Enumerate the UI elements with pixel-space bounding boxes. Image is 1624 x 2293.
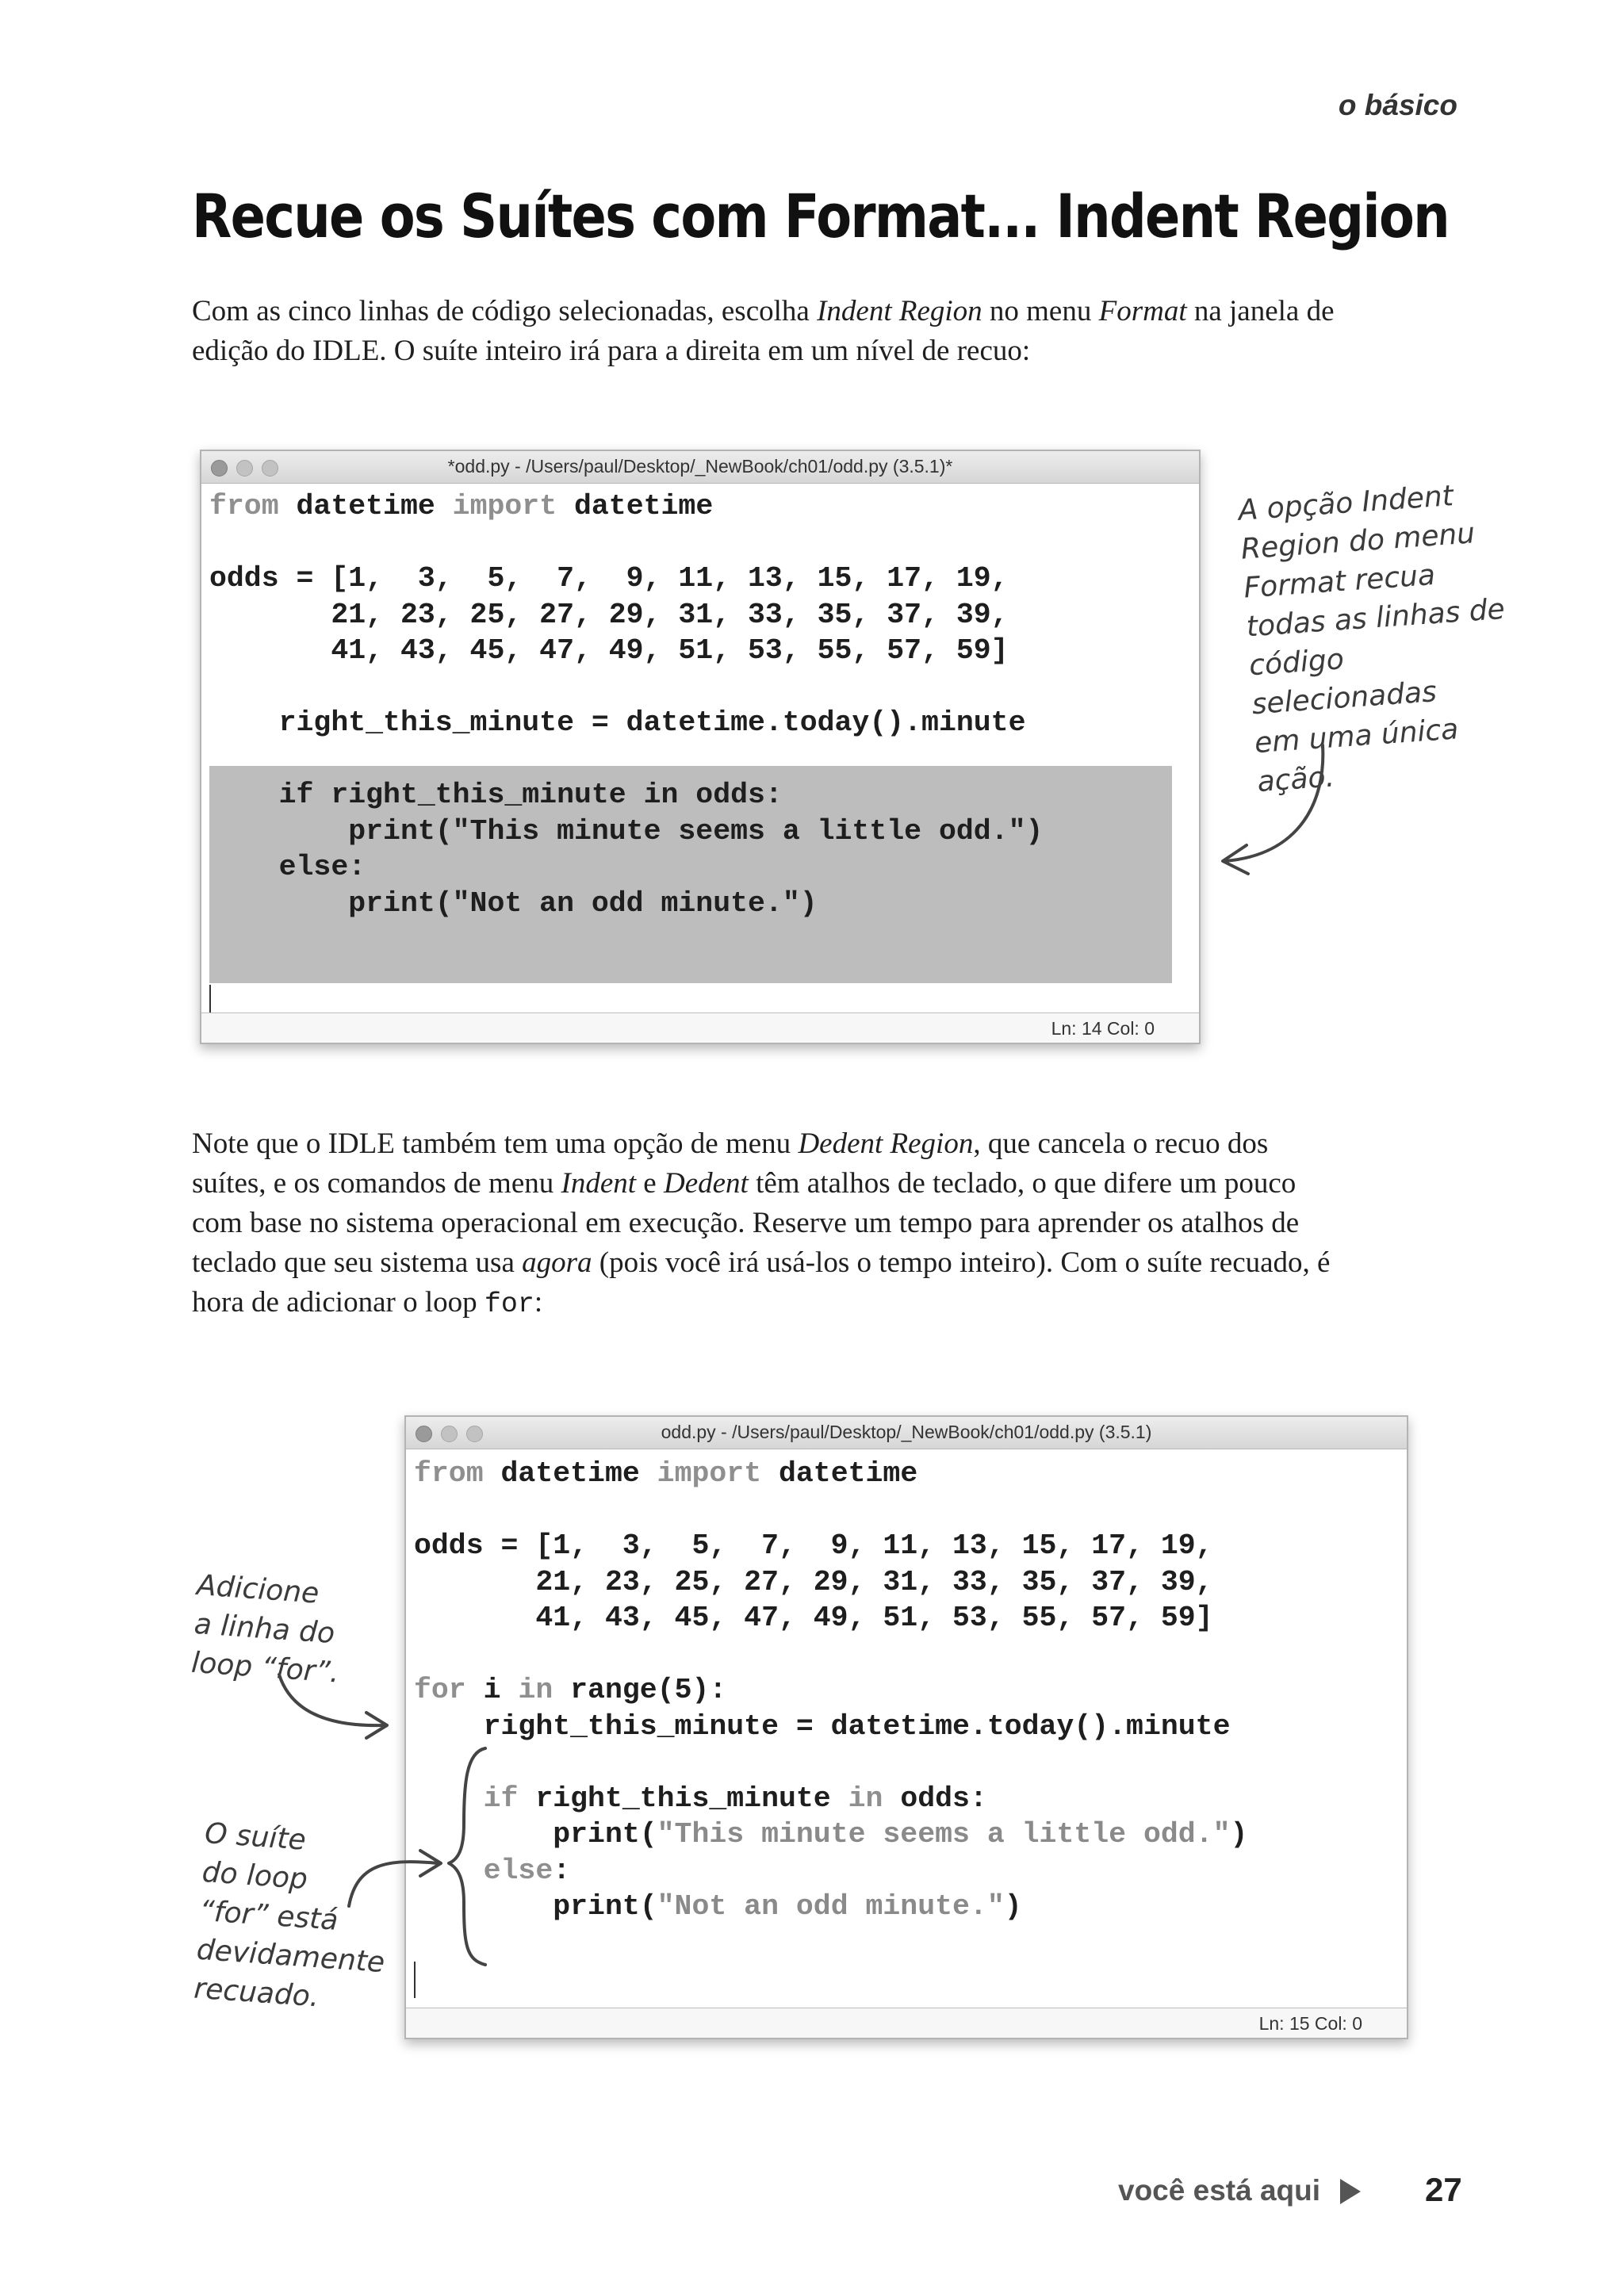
annotation-indent-region <box>1237 472 1543 802</box>
annotation-line: “for” está <box>198 1894 339 1937</box>
code-token: datetime <box>557 490 714 523</box>
text-run: , que cancela o recuo dos suítes, e os comandos de menu <box>192 1127 1269 1200</box>
code-token: odds: <box>883 1782 987 1815</box>
idle-editor-window-1[interactable] <box>200 450 1201 1044</box>
code-line <box>209 813 1043 850</box>
running-head: o básico <box>1338 89 1457 121</box>
code-line <box>414 1816 1247 1853</box>
code-token: 41, 43, 45, 47, 49, 51, 53, 55, 57, 59] <box>414 1602 1213 1634</box>
code-keyword: in <box>518 1674 553 1706</box>
code-token: datetime <box>483 1457 657 1490</box>
status-bar <box>406 2008 1407 2038</box>
text-caret <box>414 1962 416 1998</box>
code-token: range(5): <box>553 1674 727 1706</box>
body-paragraph <box>192 1124 1334 1324</box>
code-line <box>209 849 366 886</box>
annotation-line: do loop <box>201 1855 309 1897</box>
cursor-position: Ln: 15 Col: 0 <box>1258 2013 1362 2034</box>
code-line <box>414 1709 1230 1745</box>
code-line <box>414 1853 570 1889</box>
code-token <box>414 1855 484 1887</box>
code-line <box>414 1528 1213 1564</box>
code-editor[interactable] <box>406 1449 1407 2008</box>
code-keyword: from <box>209 490 279 523</box>
code-line <box>209 705 1025 741</box>
code-string: "Not an odd minute." <box>657 1890 1005 1923</box>
annotation-line: a linha do <box>193 1607 336 1651</box>
footer-label: você está aqui <box>1118 2174 1321 2207</box>
text-run: : <box>534 1286 543 1319</box>
code-token: 21, 23, 25, 27, 29, 31, 33, 35, 37, 39, <box>209 598 1009 631</box>
code-token: right_this_minute = datetime.today().minute <box>414 1709 1231 1743</box>
text-run: no menu <box>982 295 1099 327</box>
intro-paragraph <box>192 292 1397 371</box>
code-line <box>414 1564 1213 1601</box>
code-string: "This minute seems a little odd." <box>657 1818 1231 1851</box>
window-titlebar[interactable] <box>201 451 1199 484</box>
code-keyword: else <box>483 1854 553 1887</box>
code-keyword: for <box>414 1674 466 1706</box>
annotation-line: Region do menu <box>1239 517 1477 566</box>
annotation-add-for-line <box>190 1566 373 1694</box>
code-token: odds = [1, 3, 5, 7, 9, 11, 13, 15, 17, 19, <box>209 562 1009 595</box>
italic-term: Dedent <box>663 1167 749 1200</box>
annotation-line: em uma única ação. <box>1253 713 1460 799</box>
arrow-to-for-line-head-icon <box>366 1713 387 1738</box>
window-title: odd.py - /Users/paul/Desktop/_NewBook/ch01/odd.py (3.5.1) <box>661 1422 1152 1442</box>
code-line <box>209 597 1009 634</box>
annotation-line: A opção Indent <box>1237 480 1455 527</box>
annotation-line: loop “for”. <box>190 1646 341 1690</box>
annotation-line: devidamente <box>195 1933 386 1980</box>
status-bar <box>201 1013 1199 1043</box>
italic-term: Indent <box>561 1167 637 1200</box>
footer-arrow-icon <box>1340 2179 1361 2204</box>
italic-term: Indent Region <box>817 295 982 327</box>
annotation-line: Format recua <box>1243 558 1437 605</box>
code-token: 21, 23, 25, 27, 29, 31, 33, 35, 37, 39, <box>414 1565 1213 1598</box>
page-title: Recue os Suítes com Format... Indent Region <box>192 181 1449 251</box>
code-token: print( <box>414 1818 657 1851</box>
annotation-line: recuado. <box>193 1972 320 2014</box>
cursor-position: Ln: 14 Col: 0 <box>1051 1018 1155 1039</box>
code-token: right_this_minute <box>518 1782 848 1815</box>
code-token: datetime <box>278 490 453 523</box>
text-run: Note que o IDLE também tem uma opção de menu <box>192 1127 799 1160</box>
code-line <box>209 777 783 813</box>
page-number: 27 <box>1425 2171 1462 2208</box>
inline-code: for <box>484 1288 534 1320</box>
code-keyword: if <box>483 1782 519 1815</box>
italic-term: Format <box>1098 295 1187 327</box>
code-line <box>209 633 1009 669</box>
code-line <box>209 561 1009 597</box>
code-line <box>414 1600 1213 1636</box>
arrow-to-selection-head-icon <box>1223 845 1248 874</box>
idle-editor-window-2[interactable] <box>404 1415 1408 2039</box>
text-run: e <box>636 1167 664 1200</box>
code-token: ) <box>1230 1818 1248 1851</box>
code-keyword: in <box>848 1782 883 1815</box>
code-keyword: import <box>452 490 557 523</box>
annotation-line: Adicione <box>195 1568 320 1610</box>
code-keyword: from <box>414 1457 484 1490</box>
text-run: (pois você irá usá-los o tempo inteiro). Com o suíte recuado, é hora de adicionar o loop <box>192 1246 1331 1319</box>
code-editor[interactable] <box>201 484 1199 1013</box>
code-token: : <box>553 1854 571 1887</box>
code-token: print("This minute seems a little odd.") <box>209 814 1044 848</box>
code-line <box>414 1672 726 1709</box>
code-token: 41, 43, 45, 47, 49, 51, 53, 55, 57, 59] <box>209 634 1009 667</box>
code-keyword: import <box>657 1457 762 1490</box>
code-token: datetime <box>761 1457 918 1490</box>
code-token: right_this_minute = datetime.today().minute <box>209 706 1026 739</box>
italic-term: agora <box>522 1246 592 1279</box>
window-title: *odd.py - /Users/paul/Desktop/_NewBook/ch01/odd.py (3.5.1)* <box>447 456 953 477</box>
code-token: else: <box>209 851 366 883</box>
code-token: ) <box>1004 1890 1022 1923</box>
code-token: odds = [1, 3, 5, 7, 9, 11, 13, 15, 17, 19, <box>414 1529 1213 1562</box>
text-run: têm atalhos de teclado, o que difere um pouco com base no sistema operacional em execução. Reserve um tempo para aprender os atalhos de teclado que seu sistema usa <box>192 1167 1300 1279</box>
text-run: na janela de edição do IDLE. O suíte inteiro irá para a direita em um nível de recuo: <box>192 295 1335 367</box>
annotation-line: todas as linhas de <box>1245 592 1507 644</box>
window-titlebar[interactable] <box>406 1417 1407 1449</box>
italic-term: Dedent Region <box>798 1127 974 1160</box>
code-line <box>414 1456 917 1492</box>
annotation-line: O suíte <box>203 1816 308 1857</box>
code-token: print("Not an odd minute.") <box>209 886 818 920</box>
annotation-line: código selecionadas <box>1247 643 1438 722</box>
text-run: Com as cinco linhas de código selecionadas, escolha <box>192 295 818 327</box>
code-token <box>414 1782 484 1815</box>
code-line <box>209 886 818 922</box>
code-line <box>414 1781 987 1817</box>
code-token: i <box>465 1674 519 1706</box>
code-token: print( <box>414 1890 657 1923</box>
code-line <box>209 488 713 525</box>
code-token: if right_this_minute in odds: <box>209 779 783 811</box>
code-line <box>414 1889 1022 1925</box>
annotation-suite-indented <box>193 1814 396 2021</box>
